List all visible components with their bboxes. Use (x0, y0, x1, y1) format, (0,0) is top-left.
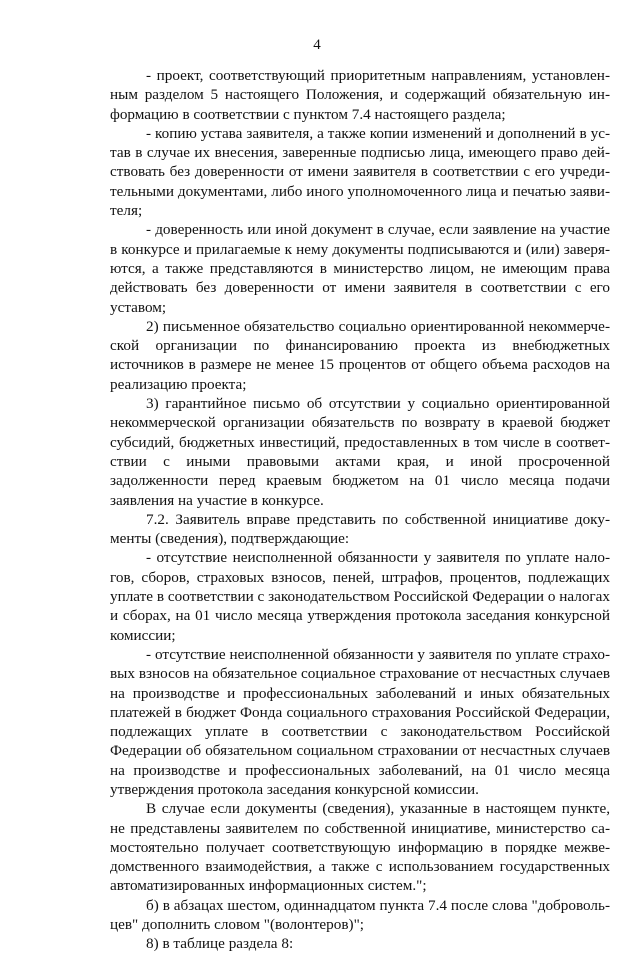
paragraph-guarantee-letter: 3) гарантийное письмо об отсутствии у социально ориентированной некоммерческой организации обязательств по возврату в краевой бюджет субсидий, бюджетных инвестиций, предоставленных в том числе в соответствии с иными правовыми актами края, и иной просроченной задолженности перед краевым бюджетом на 01 число месяца подачи заявления на участие в конкурсе. (110, 395, 610, 509)
paragraph-7-2: 7.2. Заявитель вправе представить по собственной инициативе документы (сведения), подтверждающие: (110, 510, 610, 548)
paragraph-amendment-b: б) в абзацах шестом, одиннадцатом пункта 7.4 после слова "добровольцев" дополнить словом "(волонтеров)"; (110, 896, 610, 934)
paragraph-item-8: 8) в таблице раздела 8: (146, 935, 294, 953)
document-body (110, 66, 610, 954)
paragraph-charter-copy: - копию устава заявителя, а также копии изменений и дополнений в устав в случае их внесения, заверенные подписью лица, имеющего право действовать без доверенности от имени заявителя в соответствии с его учредительными документами, либо иного уполномоченного лица и печатью заявителя; (110, 124, 610, 220)
paragraph-no-tax-obligation: - отсутствие неисполненной обязанности у заявителя по уплате налогов, сборов, страховых взносов, пеней, штрафов, процентов, подлежащих уплате в соответствии с законодательством Российской Федерации о налогах и сборах, на 01 число месяца утверждения протокола заседания конкурсной комиссии; (110, 549, 610, 644)
paragraph-no-insurance-obligation: - отсутствие неисполненной обязанности у заявителя по уплате страховых взносов на обязательное социальное страхование от несчастных случаев на производстве и профессиональных заболеваний и иных обязательных платежей в бюджет Фонда социального страхования Российской Федерации, подлежащих уплате в соответствии с законодательством Российской Федерации об обязательном социальном страховании от несчастных случаев на производстве и профессиональных заболеваний, на 01 число месяца утверждения протокола заседания конкурсной комиссии. (110, 645, 610, 798)
page-number: 4 (313, 37, 321, 53)
paragraph-written-obligation: 2) письменное обязательство социально ориентированной некоммерческой организации по финансированию проекта из внебюджетных источников в размере не менее 15 процентов от общего объема расходов на реализацию проекта; (110, 317, 610, 393)
paragraph-power-of-attorney: - доверенность или иной документ в случае, если заявление на участие в конкурсе и прилагаемые к нему документы подписываются и (или) заверяются, а также представляются в министерство лицом, не имеющим права действовать без доверенности от имени заявителя в соответствии с его уставом; (110, 221, 610, 316)
paragraph-interagency-request: В случае если документы (сведения), указанные в настоящем пункте, не представлены заявителем по собственной инициативе, министерство самостоятельно получает соответствующую информацию в порядке межведомственного взаимодействия, а также с использованием государственных автоматизированных информационных систем."; (110, 800, 610, 895)
paragraph-project: - проект, соответствующий приоритетным направлениям, установленным разделом 5 настоящего Положения, и содержащий обязательную информацию в соответствии с пунктом 7.4 настоящего раздела; (110, 67, 610, 123)
